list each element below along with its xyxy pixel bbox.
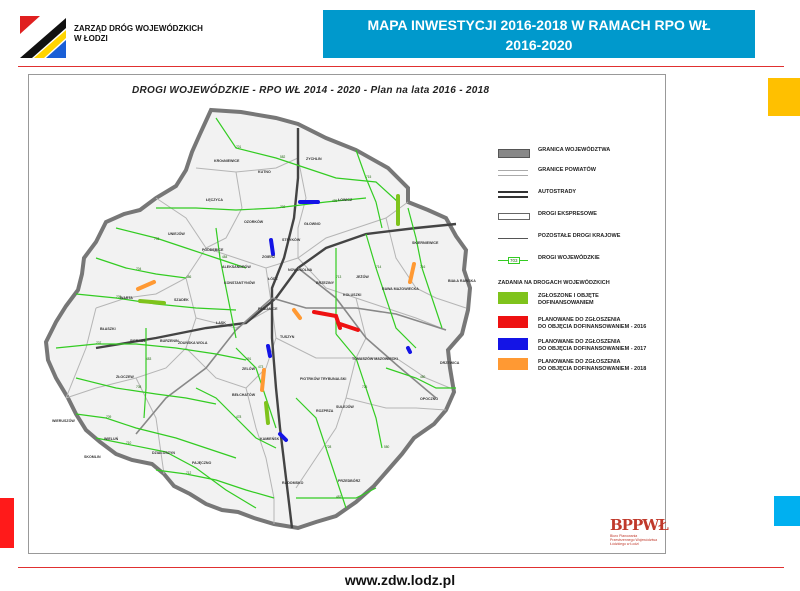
decor-square-cyan (774, 496, 800, 526)
legend-task-line: DOFINANSOWANIEM (538, 300, 594, 306)
city-label: KROśNIEWICE (214, 159, 240, 163)
city-label: NOWOSOLNA (288, 268, 313, 272)
banner-title-line1: MAPA INWESTYCJI 2016-2018 W RAMACH RPO WŁ (367, 17, 711, 33)
legend-label: DROGI WOJEWÓDZKIE (538, 255, 600, 261)
legend-task-line: DO OBJĘCIA DOFINANSOWANIEM - 2018 (538, 366, 647, 372)
city-label: ŁOWICZ (338, 198, 353, 202)
legend-task-line: PLANOWANE DO ZGŁOSZENIA (538, 317, 621, 323)
legend-task-line: ZGŁOSZONE I OBJĘTE (538, 293, 599, 299)
city-label: BŁASZKI (100, 327, 116, 331)
legend-symbol-district (498, 170, 528, 176)
legend-task-line: DO OBJĘCIA DOFINANSOWANIEM - 2017 (538, 346, 647, 352)
city-label: TUSZYN (280, 335, 295, 339)
city-label: WIELUŃ (104, 437, 119, 441)
legend-symbol-border (498, 149, 530, 158)
city-label: GŁOWNO (304, 222, 321, 226)
road-number-label: 482 (336, 495, 342, 499)
bppwl-subtitle: Biuro Planowania Przestrzennego Województwa Łódzkiego w Łodzi (610, 534, 658, 546)
city-label: PAJĘCZNO (192, 461, 212, 465)
city-label: BRZEZINY (316, 281, 334, 285)
road-number-label: 713 (336, 275, 342, 279)
road-number-label: 473 (258, 365, 264, 369)
title-banner (323, 10, 755, 58)
city-label: KONSTANTYNÓW (224, 281, 255, 285)
road-number-label: 580 (384, 445, 390, 449)
city-label: KAMIEŃSK (260, 437, 280, 441)
city-label: PIOTRKÓW TRYBUNALSKI (300, 377, 347, 381)
segment-blue-5 (408, 348, 410, 352)
legend-task-line: PLANOWANE DO ZGŁOSZENIA (538, 359, 621, 365)
road-number-label: 704 (136, 267, 142, 271)
voivodeship-map (36, 98, 496, 538)
road-number-label: 484 (222, 255, 228, 259)
bppwl-logo: BPPWŁ (610, 516, 668, 534)
legend-label: DROGI EKSPRESOWE (538, 211, 597, 217)
city-label: STRYKÓW (282, 238, 301, 242)
city-label: WIERUSZÓW (52, 419, 75, 423)
footer-url[interactable]: www.zdw.lodz.pl (344, 572, 456, 588)
legend-color-orange (498, 358, 528, 370)
city-label: KOLUSZKI (343, 293, 362, 297)
city-label: SKOMLIN (84, 455, 101, 459)
city-label: SIERADZ (130, 339, 146, 343)
segment-orange-3 (262, 370, 264, 390)
city-label: ZDUŃSKA WOLA (178, 341, 208, 345)
legend-road-badge: 703 (510, 258, 518, 263)
city-label: BURZENIN (160, 339, 179, 343)
road-number-label: 708 (136, 385, 142, 389)
decor-square-yellow (768, 78, 800, 116)
segment-blue-3 (268, 346, 270, 356)
city-label: SULEJÓW (336, 405, 354, 409)
legend-task-line: DO OBJĘCIA DOFINANSOWANIEM - 2016 (538, 324, 647, 330)
city-label: OZORKÓW (244, 220, 264, 224)
road-number-label: 710 (126, 441, 132, 445)
city-label: ŁÓDŹ (268, 277, 278, 281)
city-label: ZŁOCZEW (116, 375, 134, 379)
road-number-label: 707 (96, 341, 102, 345)
city-label: OPOCZNO (420, 397, 439, 401)
map-title: DROGI WOJEWÓDZKIE - RPO WŁ 2014 - 2020 - Plan na lata 2016 - 2018 (132, 85, 490, 96)
road-number-label: 716 (420, 265, 426, 269)
legend-color-green (498, 292, 528, 304)
road-number-label: 726 (362, 385, 368, 389)
legend-label: GRANICE POWIATÓW (538, 167, 596, 173)
legend-task-line: PLANOWANE DO ZGŁOSZENIA (538, 339, 621, 345)
city-label: TOMASZÓW MAZOWIECKI (352, 357, 398, 361)
city-label: PODDĘBICE (202, 248, 224, 252)
city-label: BEŁCHATÓW (232, 393, 256, 397)
road-number-label: 582 (280, 155, 286, 159)
road-number-label: 715 (366, 175, 372, 179)
banner-title-line2: 2016-2020 (505, 37, 573, 53)
city-label: ZYCHLIN (306, 157, 322, 161)
city-label: RADOMSKO (282, 481, 304, 485)
city-label: SKIERNIEWICE (412, 241, 439, 245)
city-label: PRZEDBÓRZ (338, 479, 361, 483)
city-label: DRZEWICA (440, 361, 460, 365)
road-number-label: 728 (326, 445, 332, 449)
city-label: JEŻÓW (356, 275, 369, 279)
road-number-label: 483 (146, 357, 152, 361)
legend-tasks-heading: ZADANIA NA DROGACH WOJEWÓDZKICH (498, 280, 610, 286)
city-label: UNIEJÓW (168, 232, 185, 236)
road-number-label: 485 (332, 199, 338, 203)
road-number-label: 491 (246, 357, 252, 361)
segment-green-3 (266, 403, 268, 423)
city-label: SZADEK (174, 298, 189, 302)
segment-blue-2 (271, 240, 273, 254)
footer-divider (18, 567, 784, 568)
city-label: ROZPRZA (316, 409, 334, 413)
org-name-line2: W ŁODZI (74, 34, 108, 43)
road-number-label: 480 (420, 375, 426, 379)
zdw-logo (18, 14, 208, 60)
road-number-label: 714 (376, 265, 382, 269)
road-number-label: 709 (106, 415, 112, 419)
legend-color-blue (498, 338, 528, 350)
header-divider (18, 66, 784, 67)
city-label: PABIANICE (258, 307, 278, 311)
decor-square-red (0, 498, 14, 548)
city-label: DZIAŁOSZYN (152, 451, 175, 455)
city-label: KUTNO (258, 170, 271, 174)
legend-label: AUTOSTRADY (538, 189, 577, 195)
legend-symbol-national-road (498, 238, 528, 240)
org-name-line1: ZARZĄD DRÓG WOJEWÓDZKICH (74, 24, 203, 33)
road-number-label: 486 (186, 275, 192, 279)
city-label: ALEKSANDRÓW (222, 265, 251, 269)
legend-color-red (498, 316, 528, 328)
legend-symbol-motorway (498, 191, 528, 198)
city-label: WARTA (120, 296, 133, 300)
segment-green-2 (140, 301, 164, 303)
road-number-label: 705 (116, 295, 122, 299)
city-label: ŁĘCZYCA (206, 198, 223, 202)
road-number-label: 703 (154, 237, 160, 241)
city-label: ZGIERZ (262, 255, 276, 259)
city-label: RAWA MAZOWIECKA (382, 287, 419, 291)
city-label: ŁASK (216, 321, 226, 325)
road-number-label: 712 (186, 471, 192, 475)
legend-label: GRANICA WOJEWÓDZTWA (538, 147, 611, 153)
road-number-label: 702 (280, 205, 286, 209)
legend-symbol-expressway (498, 213, 530, 220)
legend-label: POZOSTAŁE DROGI KRAJOWE (538, 233, 621, 239)
road-number-label: 478 (236, 415, 242, 419)
city-label: ZELÓW (242, 367, 255, 371)
road-number-label: 701 (236, 145, 242, 149)
city-label: BIAŁA RAWSKA (448, 279, 476, 283)
zdw-logo-icon (18, 14, 68, 60)
